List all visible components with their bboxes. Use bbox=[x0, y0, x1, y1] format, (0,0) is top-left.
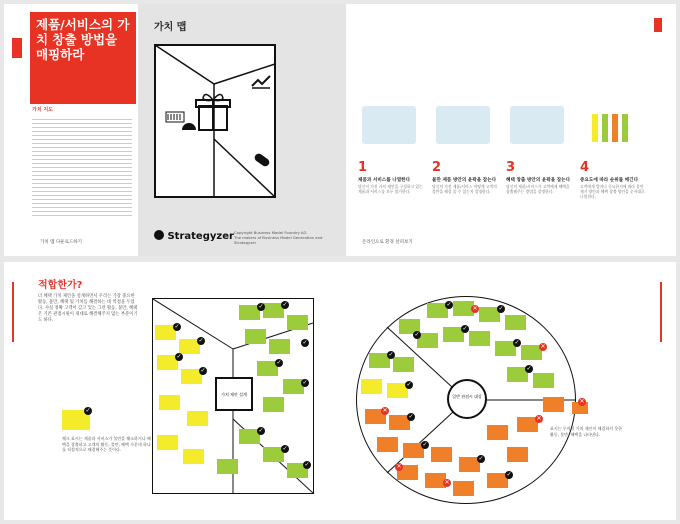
step-1 bbox=[358, 160, 424, 195]
strategyzer-logo bbox=[154, 230, 234, 242]
copyright: Copyright Business Model Foundry AG The makers of Business Model Generation and Strategyzer bbox=[234, 230, 323, 245]
check-icon: ✓ bbox=[174, 323, 180, 330]
bottom-spread bbox=[4, 262, 676, 520]
sticky-note bbox=[269, 339, 290, 354]
right-footer[interactable]: 온라인으로 환경 살펴보기 bbox=[362, 240, 413, 245]
step-caption: 혜택 창출 방안의 윤곽을 잡는다 bbox=[506, 178, 571, 183]
brand-name: Strategyzer bbox=[167, 231, 234, 242]
section-marker-right bbox=[660, 282, 662, 342]
center-gift-box: 가치 제안 설계 bbox=[215, 377, 253, 411]
customer-profile-circle bbox=[356, 296, 576, 504]
sticky-note bbox=[361, 379, 382, 394]
check-icon: ✓ bbox=[304, 461, 310, 468]
strategyzer-icon bbox=[154, 230, 164, 240]
sticky-note bbox=[159, 395, 180, 410]
check-icon: ✓ bbox=[388, 351, 394, 358]
sticky-note bbox=[533, 373, 554, 388]
check-icon: ✓ bbox=[478, 455, 484, 462]
x-icon: ✕ bbox=[396, 463, 402, 470]
step-text: 당신이 가진 가치 제안을 구성하고 있는 제품과 서비스를 모두 열거한다. bbox=[358, 184, 423, 194]
check-icon: ✓ bbox=[258, 427, 264, 434]
step-3 bbox=[506, 160, 572, 195]
value-map-diagram bbox=[154, 44, 276, 198]
check-icon: ✓ bbox=[414, 331, 420, 338]
check-icon: ✓ bbox=[276, 359, 282, 366]
x-icon: ✕ bbox=[540, 343, 546, 350]
sticky-note bbox=[431, 447, 452, 462]
x-icon: ✕ bbox=[472, 305, 478, 312]
check-icon: ✓ bbox=[198, 337, 204, 344]
step-text: 당신의 제품/서비스가 고객에게 혜택을 창출해주는 방법을 설명한다. bbox=[506, 184, 570, 194]
sticky-note bbox=[245, 329, 266, 344]
sticky-note bbox=[183, 449, 204, 464]
step-caption: 중요도에 따라 순위를 매긴다 bbox=[580, 178, 639, 183]
step-1-illustration bbox=[362, 106, 416, 144]
left-footer[interactable]: 가치 맵 다운로드하기 bbox=[40, 240, 82, 245]
sticky-note bbox=[157, 435, 178, 450]
sticky-note bbox=[469, 331, 490, 346]
intro-text: 더 혜택 가치 제안을 설계하면서 우리는 가장 중요한 활동, 불만, 혜택 및 가치를 해결하는 데 역점을 두었다. 사실 정확 고객이 갖고 있는 그런 활동, 불만, 혜택은 기존 관점시필이 제대로 해결해주지 않는 부분이기도 하다. bbox=[38, 294, 138, 323]
instructions-text: 가치 지도 bbox=[32, 108, 132, 228]
check-icon: ✓ bbox=[422, 441, 428, 448]
sticky-note bbox=[217, 459, 238, 474]
value-map-canvas-page bbox=[138, 4, 346, 256]
check-icon: ✓ bbox=[498, 305, 504, 312]
check-icon: ✓ bbox=[176, 353, 182, 360]
step-text: 당신의 가진 제품/서비스 어떻게 고객의 불만을 해결 줄 수 있는지 설명한다. bbox=[432, 184, 497, 194]
step-number: 4 bbox=[580, 160, 590, 175]
value-map-fit bbox=[152, 298, 314, 494]
sticky-note bbox=[543, 397, 564, 412]
legend-check-text: 체크 표시는 제품과 서비스가 불만을 해소하거나 혜택을 창출하고 고객의 활동, 불만, 혜택 가운데 하나를 직접적으로 해결해주는 뜻이다. bbox=[62, 436, 151, 452]
check-icon: ✓ bbox=[406, 381, 412, 388]
sticky-note bbox=[507, 447, 528, 462]
top-spread bbox=[4, 4, 676, 256]
sticky-note bbox=[263, 397, 284, 412]
sticky-note bbox=[393, 357, 414, 372]
section-title: 적합한가? bbox=[38, 280, 83, 291]
section-marker bbox=[12, 282, 22, 342]
legend-check-icon: ✓ bbox=[85, 407, 91, 414]
step-3-illustration bbox=[510, 106, 564, 144]
step-illustrations bbox=[356, 100, 656, 150]
check-icon: ✓ bbox=[282, 445, 288, 452]
section-marker-right bbox=[654, 18, 662, 32]
check-icon: ✓ bbox=[462, 325, 468, 332]
check-icon: ✓ bbox=[302, 379, 308, 386]
check-icon: ✓ bbox=[446, 301, 452, 308]
section-marker bbox=[12, 38, 22, 58]
check-icon: ✓ bbox=[200, 367, 206, 374]
customer-center: 일반 관점시 대상 bbox=[447, 379, 487, 419]
step-number: 1 bbox=[358, 160, 368, 175]
canvas-title: 가치 맵 bbox=[154, 22, 187, 33]
page-title: 제품/서비스의 가치 창출 방법을 매핑하라 bbox=[30, 12, 136, 104]
check-icon: ✓ bbox=[258, 303, 264, 310]
step-text: 고객에게 얼마나 중요한지에 따라 불만 제거 방안과 혜택 창출 방안을 순서대로 나열한다. bbox=[580, 184, 645, 199]
step-4-illustration bbox=[584, 106, 638, 144]
step-caption: 불만 제품 방안의 윤곽을 잡는다 bbox=[432, 178, 497, 183]
legend-x-icon: ✕ bbox=[579, 398, 585, 405]
legend-x-text: 표시는 무의미 가치 제안이 해결하지 못한 활동, 불만, 혜택을 나타낸다. bbox=[550, 426, 623, 437]
check-icon: ✓ bbox=[282, 301, 288, 308]
x-icon: ✕ bbox=[536, 415, 542, 422]
step-2-illustration bbox=[436, 106, 490, 144]
sticky-note bbox=[487, 425, 508, 440]
check-icon: ✓ bbox=[506, 471, 512, 478]
sticky-note bbox=[187, 411, 208, 426]
step-caption: 제품과 서비스를 나열한다 bbox=[358, 178, 411, 183]
step-4 bbox=[580, 160, 646, 199]
x-icon: ✕ bbox=[444, 479, 450, 486]
x-icon: ✕ bbox=[382, 407, 388, 414]
check-icon: ✓ bbox=[408, 413, 414, 420]
sticky-note bbox=[453, 481, 474, 496]
sticky-note bbox=[377, 437, 398, 452]
check-icon: ✓ bbox=[526, 365, 532, 372]
check-icon: ✓ bbox=[302, 339, 308, 346]
step-number: 3 bbox=[506, 160, 516, 175]
sticky-note bbox=[505, 315, 526, 330]
step-2 bbox=[432, 160, 498, 195]
step-number: 2 bbox=[432, 160, 442, 175]
sticky-note bbox=[287, 315, 308, 330]
check-icon: ✓ bbox=[514, 339, 520, 346]
